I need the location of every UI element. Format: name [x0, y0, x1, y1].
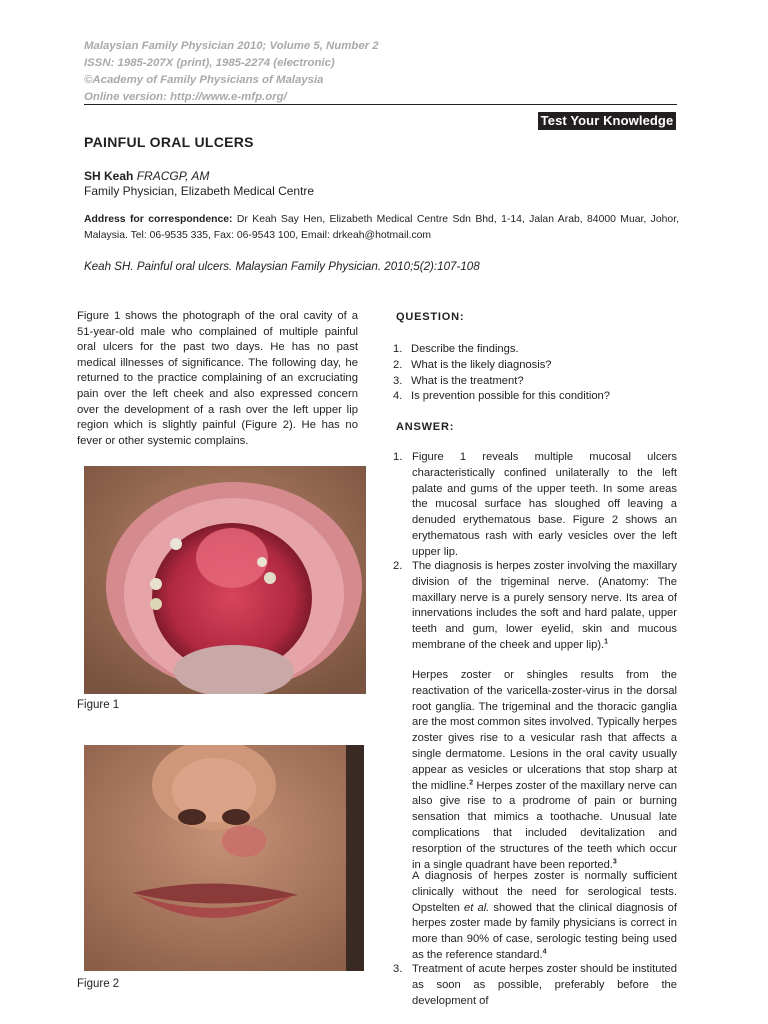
question-heading: QUESTION: — [396, 311, 465, 323]
masthead-issn-line: ISSN: 1985-207X (print), 1985-2274 (electronic) — [84, 57, 335, 69]
article-title: PAINFUL ORAL ULCERS — [84, 134, 254, 150]
author-name: SH Keah — [84, 169, 134, 183]
answer-text: Treatment of acute herpes zoster should be instituted as soon as possible, preferably before the development of — [412, 963, 677, 1007]
question-item — [393, 358, 683, 374]
header-rule — [84, 104, 677, 105]
question-item — [393, 342, 683, 358]
paragraph-text: A diagnosis of herpes zoster is normally sufficient clinically without the need for serological tests. Opstelten — [412, 870, 677, 914]
answer-text — [412, 559, 677, 654]
answer-item-3 — [393, 962, 677, 1009]
oral-cavity-illustration — [84, 466, 366, 694]
answer-item-2 — [393, 559, 677, 654]
question-text: Describe the findings. — [411, 343, 519, 355]
question-text: Is prevention possible for this condition? — [411, 390, 611, 403]
masthead-copyright-line: ©Academy of Family Physicians of Malaysia — [84, 74, 324, 86]
article-citation: Keah SH. Painful oral ulcers. Malaysian Family Physician. 2010;5(2):107-108 — [84, 260, 480, 273]
figure-1-photo — [84, 466, 366, 694]
journal-masthead — [84, 38, 584, 106]
figure-2-photo — [84, 745, 364, 971]
answer-number: 3. — [393, 963, 403, 975]
section-badge: Test Your Knowledge — [538, 112, 676, 130]
et-al: et al. — [464, 901, 490, 914]
face-lip-illustration — [84, 745, 364, 971]
answer-text: Figure 1 reveals multiple mucosal ulcers characteristically confined unilaterally to the left palate and gums of the upper teeth. In some areas the mucosal surface has sloughed off leaving a denuded erythematous base. Figure 2 shows an erythematous rash with early vesicles over the left upper lip. — [412, 451, 677, 558]
figure-1-caption: Figure 1 — [77, 699, 120, 711]
question-number: 2. — [393, 358, 403, 371]
figure-2-caption: Figure 2 — [77, 978, 120, 990]
paragraph-text: Herpes zoster or shingles results from the reactivation of the varicella-zoster-virus in the dorsal root ganglia. The trigeminal and the thoracic ganglia are the most common sites involved. Typically herpes zoster gives rise to a vesicular rash that affects a single dermatome. Lesions in the oral cavity usually appear as vesicles or ulcerations that stop sharp at the midline. — [412, 669, 677, 792]
answer-item-1 — [393, 450, 677, 561]
question-text: What is the likely diagnosis? — [411, 358, 552, 371]
case-description: Figure 1 shows the photograph of the oral cavity of a 51-year-old male who complained of multiple painful oral ulcers for the past two days. He has no past medical illnesses of significance. The following day, he returned to the practice complaining of an excruciating pain over the left cheek and also expressed concern over the development of a rash over the left upper lip region which is slightly painful (Figure 2). He has no fever or other systemic complains. — [77, 310, 358, 447]
paragraph-text-continued: Herpes zoster of the maxillary nerve can also give rise to a prodrome of pain or burning sensation that mimics a toothache. Unusual late complications that included devitalization and resorption of the structures of the teeth which occur in a single quadrant have been reported. — [412, 779, 677, 871]
correspondence-text: Dr Keah Say Hen, Elizabeth Medical Centre Sdn Bhd, 1-14, Jalan Arab, 84000 Muar, Johor, Malaysia. Tel: 06-9535 335, Fax: 06-9543 100, Email: drkeah@hotmail.com — [84, 214, 679, 241]
reference-marker: 2 — [469, 778, 474, 786]
reference-marker: 3 — [612, 857, 617, 865]
question-number: 1. — [393, 343, 403, 355]
question-text: What is the treatment? — [411, 374, 524, 387]
answer-number: 2. — [393, 560, 403, 572]
answer-2-body: The diagnosis is herpes zoster involving the maxillary division of the trigeminal nerve. (Anatomy: The maxillary nerve is a purely sensory nerve. Its area of innervations includes the soft and hard palate, upper teeth and gum, lower eyelid, skin and mucous membrane of the cheek and upper lip). — [412, 560, 677, 651]
answer-heading: ANSWER: — [396, 421, 455, 433]
masthead-online-line: Online version: http://www.e-mfp.org/ — [84, 91, 287, 103]
correspondence-label: Address for correspondence: — [84, 214, 233, 225]
masthead-journal-line: Malaysian Family Physician 2010; Volume 5, Number 2 — [84, 40, 379, 52]
author-credentials: FRACGP, AM — [136, 169, 210, 183]
question-number: 4. — [393, 390, 403, 403]
reference-marker: 4 — [542, 948, 547, 956]
question-item — [393, 389, 683, 405]
answer-number: 1. — [393, 451, 403, 463]
correspondence-address — [84, 212, 679, 243]
author-affiliation: Family Physician, Elizabeth Medical Centre — [84, 184, 315, 198]
reference-marker: 1 — [604, 638, 609, 646]
paragraph-text-continued: showed that the clinical diagnosis of herpes zoster made by family physicians is correct in more than 90% of case, serologic testing being used as the reference standard. — [412, 901, 677, 961]
question-item — [393, 374, 683, 390]
author-line — [84, 168, 209, 184]
question-number: 3. — [393, 374, 403, 387]
question-list — [393, 342, 683, 405]
answer-paragraph-diagnosis — [412, 869, 677, 964]
answer-paragraph-zoster — [412, 668, 677, 873]
